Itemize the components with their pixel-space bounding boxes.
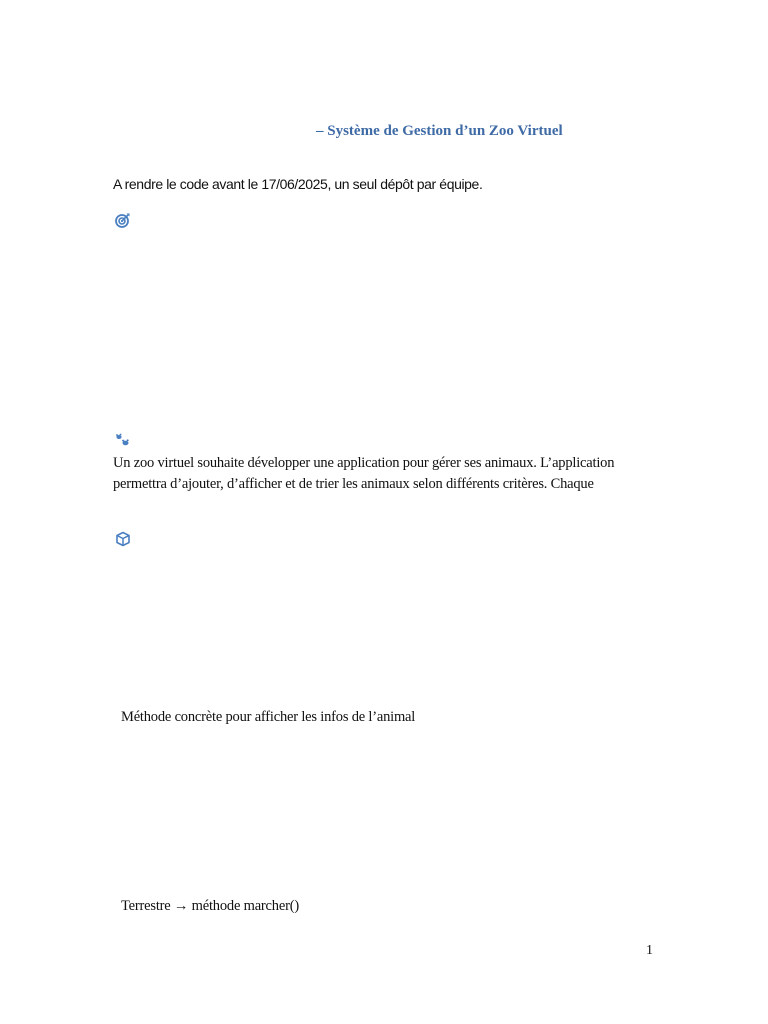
method-description: Méthode concrète pour afficher les infos de l’animal [121, 709, 416, 725]
context-line-1: Un zoo virtuel souhaite développer une application pour gérer ses animaux. L’application [113, 455, 615, 471]
context-line-2: permettra d’ajouter, d’afficher et de trier les animaux selon différents critères. Chaque [113, 476, 594, 492]
document-title: – Système de Gestion d’un Zoo Virtuel [316, 123, 563, 139]
cube-icon [115, 531, 131, 547]
target-icon [115, 212, 131, 228]
deadline-text: A rendre le code avant le 17/06/2025, un seul dépôt par équipe. [113, 176, 483, 192]
page-number: 1 [646, 943, 653, 958]
paw-prints-icon [115, 433, 131, 449]
terrestre-method-line: Terrestre → méthode marcher() [121, 898, 299, 914]
context-paragraph [113, 453, 673, 495]
